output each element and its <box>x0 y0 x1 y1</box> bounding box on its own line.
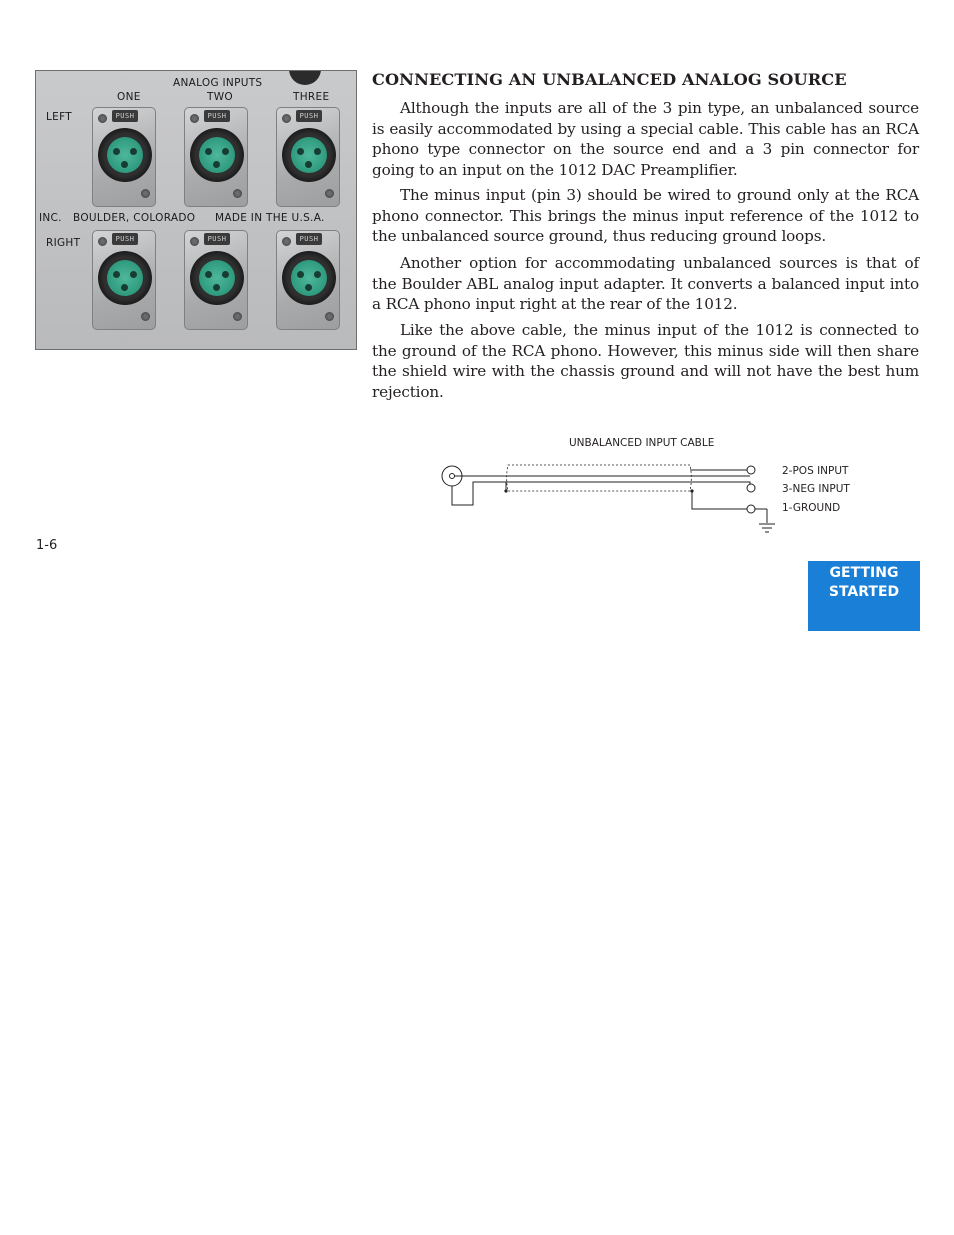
label-left: LEFT <box>46 111 72 123</box>
xlr-left-two <box>184 107 248 207</box>
screw-icon <box>233 312 242 321</box>
screw-icon <box>98 114 107 123</box>
screw-icon <box>141 312 150 321</box>
label-boulder: BOULDER, COLORADO <box>73 212 196 224</box>
label-one: ONE <box>117 91 141 103</box>
page-number: 1-6 <box>36 538 58 553</box>
label-three: THREE <box>293 91 330 103</box>
screw-icon <box>190 114 199 123</box>
push-tab: PUSH <box>296 233 322 245</box>
label-analog-inputs: ANALOG INPUTS <box>173 77 263 89</box>
screw-icon <box>282 114 291 123</box>
screw-icon <box>325 312 334 321</box>
paragraph-1: Although the inputs are all of the 3 pin type, an unbalanced source is easily accommodated by using a special cable. This cable has an RCA phono type connector on the source end and a 3 pin connector for going to an input on the 1012 DAC Preamplifier. <box>372 99 919 179</box>
cable-shield <box>507 465 692 491</box>
pin-terminal-icon <box>747 505 755 513</box>
screw-icon <box>141 189 150 198</box>
xlr-left-one <box>92 107 156 207</box>
label-right: RIGHT <box>46 237 81 249</box>
panel-knob <box>289 70 321 85</box>
pin-terminal-icon <box>747 466 755 474</box>
ground-symbol-icon <box>759 524 775 532</box>
tab-line-1: GETTING <box>829 565 899 581</box>
pin-terminal-icon <box>747 484 755 492</box>
xlr-right-one <box>92 230 156 330</box>
xlr-right-two <box>184 230 248 330</box>
wire-negative <box>452 482 750 505</box>
screw-icon <box>190 237 199 246</box>
pin-label-neg: 3-NEG INPUT <box>782 483 850 495</box>
xlr-right-three <box>276 230 340 330</box>
push-tab: PUSH <box>112 233 138 245</box>
paragraph-3: Another option for accommodating unbalanced sources is that of the Boulder ABL analog input adapter. It converts a balanced input into a RCA phono input right at the rear of the 1012. <box>372 254 919 314</box>
push-tab: PUSH <box>204 233 230 245</box>
rear-panel-photo <box>35 70 357 350</box>
label-two: TWO <box>207 91 233 103</box>
section-title: CONNECTING AN UNBALANCED ANALOG SOURCE <box>372 70 847 89</box>
unbalanced-cable-diagram <box>440 430 880 545</box>
push-tab: PUSH <box>112 110 138 122</box>
section-tab <box>808 561 920 631</box>
paragraph-2: The minus input (pin 3) should be wired to ground only at the RCA phono connector. This brings the minus input reference of the 1012 to the unbalanced source ground, thus reducing ground loops. <box>372 186 919 246</box>
screw-icon <box>282 237 291 246</box>
push-tab: PUSH <box>296 110 322 122</box>
screw-icon <box>233 189 242 198</box>
wire-ground <box>692 491 750 509</box>
tab-line-2: STARTED <box>828 584 900 600</box>
pin-label-ground: 1-GROUND <box>782 502 841 514</box>
screw-icon <box>325 189 334 198</box>
label-inc: INC. <box>39 212 62 224</box>
screw-icon <box>98 237 107 246</box>
pin-label-pos: 2-POS INPUT <box>782 465 849 477</box>
paragraph-4: Like the above cable, the minus input of the 1012 is connected to the ground of the RCA phono. However, this minus side will then share the shield wire with the chassis ground and will not have the best hum rejection. <box>372 321 919 401</box>
diagram-title: UNBALANCED INPUT CABLE <box>569 437 715 449</box>
push-tab: PUSH <box>204 110 230 122</box>
label-made-in-usa: MADE IN THE U.S.A. <box>215 212 325 224</box>
xlr-left-three <box>276 107 340 207</box>
